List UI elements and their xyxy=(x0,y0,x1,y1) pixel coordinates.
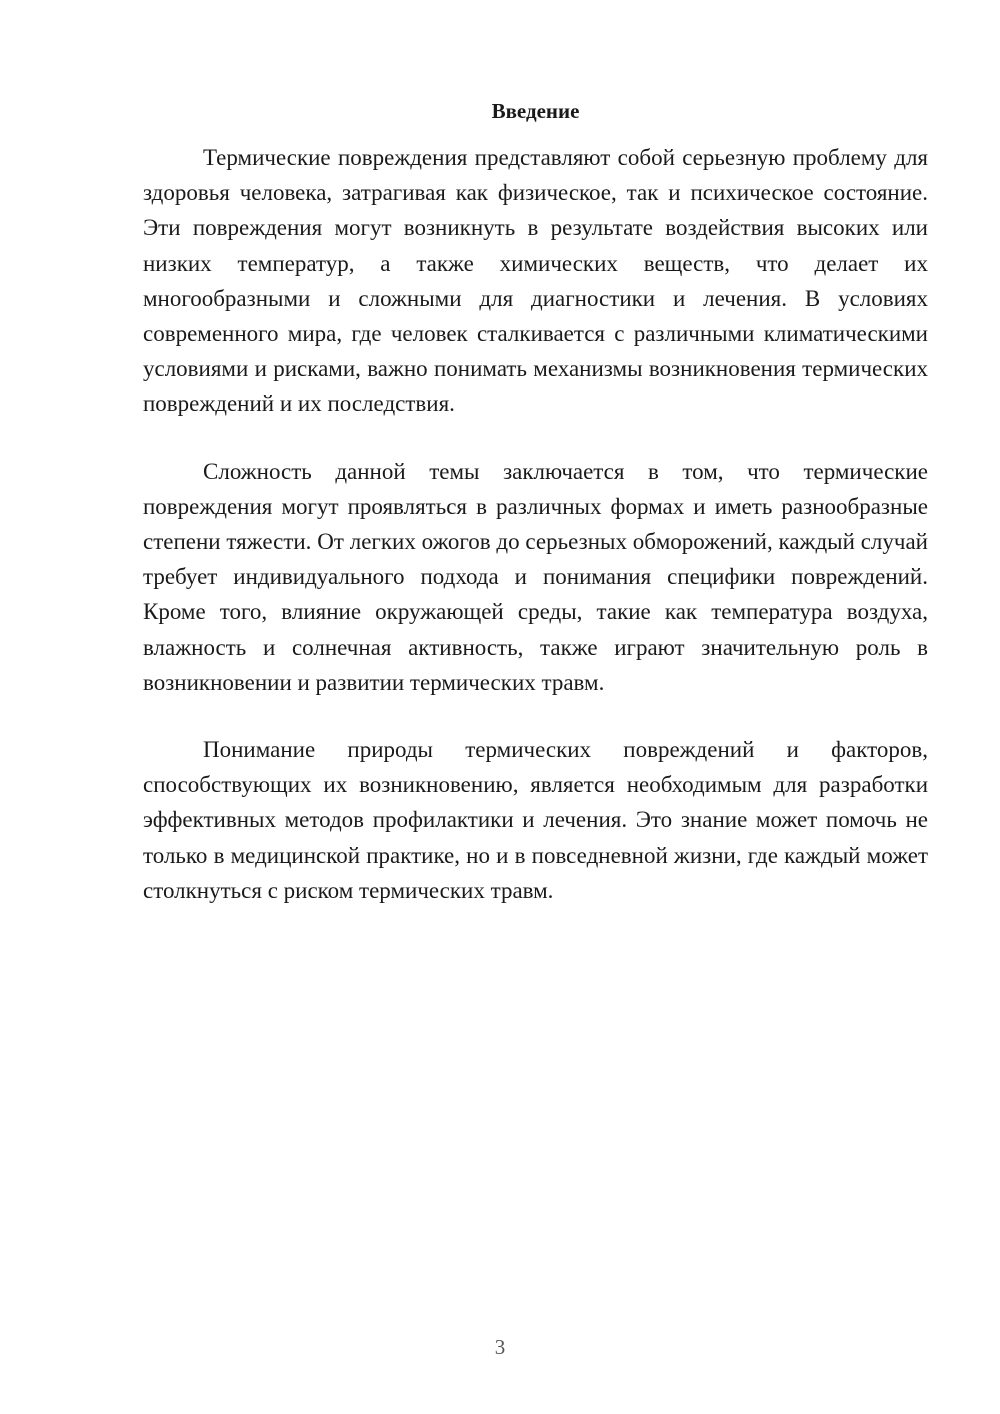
paragraph-3: Понимание природы термических повреждений и факторов, способствующих их возникновению, является необходимым для разработки эффективных методов профилактики и лечения. Это знание может помочь не только в медицинской практике, но и в повседневной жизни, где каждый может столкнуться с риском термических травм. xyxy=(143,737,928,903)
page-number: 3 xyxy=(494,1335,506,1359)
section-heading: Введение xyxy=(491,99,580,123)
paragraph-1: Термические повреждения представляют собой серьезную проблему для здоровья человека, затрагивая как физическое, так и психическое состояние. Эти повреждения могут возникнуть в результате воздействия высоких или низких температур, а также химических веществ, что делает их многообразными и сложными для диагностики и лечения. В условиях современного мира, где человек сталкивается с различными климатическими условиями и рисками, важно понимать механизмы возникновения термических повреждений и их последствия. xyxy=(143,145,928,417)
paragraph-2: Сложность данной темы заключается в том, что термические повреждения могут проявляться в различных формах и иметь разнообразные степени тяжести. От легких ожогов до серьезных обморожений, каждый случай требует индивидуального подхода и понимания специфики повреждений. Кроме того, влияние окружающей среды, такие как температура воздуха, влажность и солнечная активность, также играют значительную роль в возникновении и развитии термических травм. xyxy=(143,458,928,695)
page-content xyxy=(143,96,928,940)
